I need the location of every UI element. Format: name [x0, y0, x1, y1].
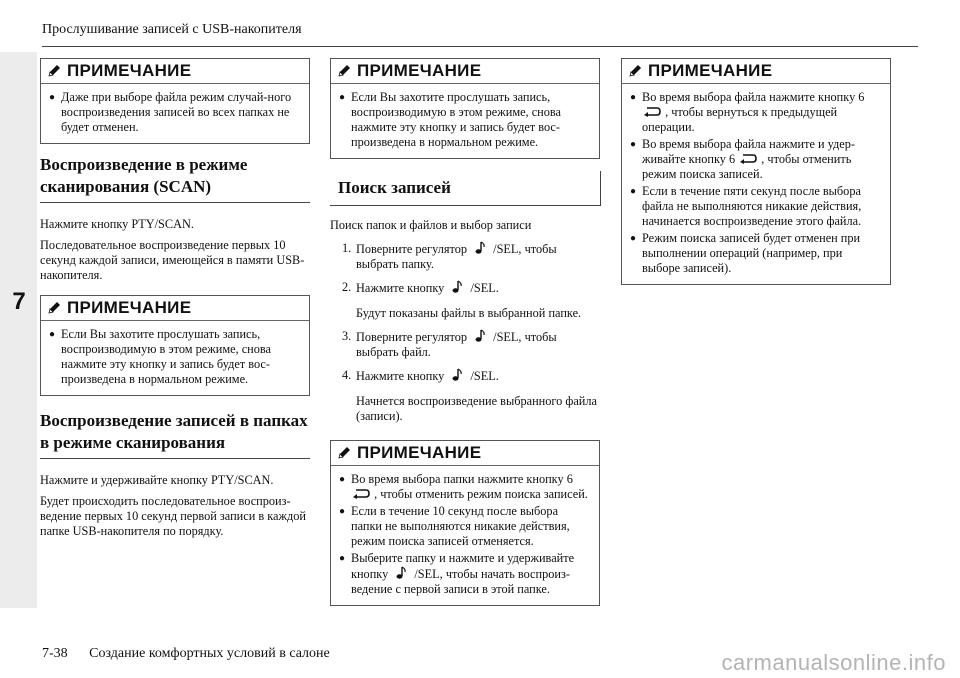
- note-header: [622, 59, 890, 84]
- section-title-box: [330, 171, 601, 206]
- header-rule: [42, 46, 918, 47]
- note-bullet: ● Режим поиска записей будет отменен при выполнении операций (например, при выборе записей).: [630, 231, 861, 275]
- column-1: [40, 58, 310, 545]
- music-note-icon: [470, 241, 490, 255]
- step-2-result: Будут показаны файлы в выбранной папке.: [356, 306, 582, 320]
- pencil-icon: [337, 64, 351, 78]
- note-box: [330, 58, 600, 159]
- note-bullet: ● Если Вы захотите прослушать запись, воспроизводимую в этом режиме, снова нажмите эту кнопку и запись будет вос-произведена в нормальном режиме.: [49, 327, 271, 386]
- step-3: 3. Поверните регулятор /SEL, чтобы выбрать файл.: [342, 329, 557, 359]
- section-title-folder-scan: Воспроизведение записей в папках в режиме сканирования: [40, 410, 310, 459]
- note-label: ПРИМЕЧАНИЕ: [357, 443, 482, 462]
- column-2: [330, 58, 600, 616]
- note-box: [621, 58, 891, 285]
- paragraph: Нажмите и удерживайте кнопку PTY/SCAN.: [40, 473, 274, 487]
- note-header: [331, 441, 599, 466]
- pencil-icon: [628, 64, 642, 78]
- step-2: 2. Нажмите кнопку /SEL.: [342, 280, 499, 295]
- note-header: [331, 59, 599, 84]
- pencil-icon: [337, 446, 351, 460]
- section-title-scan: Воспроизведение в режиме сканирования (SCAN): [40, 154, 310, 203]
- note-bullet: ● Во время выбора файла нажмите кнопку 6 , чтобы вернуться к предыдущей операции.: [630, 90, 865, 134]
- note-label: ПРИМЕЧАНИЕ: [67, 298, 192, 317]
- note-header: [41, 296, 309, 321]
- page-number: 7-38: [42, 646, 68, 661]
- note-bullet: ● Выберите папку и нажмите и удерживайте кнопку /SEL, чтобы начать воспроиз-ведение с первой записи в этой папке.: [339, 551, 575, 596]
- note-label: ПРИМЕЧАНИЕ: [67, 61, 192, 80]
- section-title-search: Поиск записей: [338, 178, 451, 197]
- note-bullet: ● Если Вы захотите прослушать запись, воспроизводимую в этом режиме, снова нажмите эту кнопку и запись будет вос-произведена в нормальном режиме.: [339, 90, 561, 149]
- music-note-icon: [447, 280, 467, 294]
- note-bullet: ● Во время выбора папки нажмите кнопку 6 , чтобы отменить режим поиска записей.: [339, 472, 588, 501]
- watermark: carmanualsonline.info: [721, 650, 946, 675]
- step-4: 4. Нажмите кнопку /SEL.: [342, 368, 499, 383]
- note-label: ПРИМЕЧАНИЕ: [357, 61, 482, 80]
- music-note-icon: [391, 566, 411, 580]
- return-arrow-icon: [738, 152, 758, 164]
- column-3: [621, 58, 891, 295]
- chapter-number: 7: [12, 288, 26, 315]
- return-arrow-icon: [351, 487, 371, 499]
- note-box: [330, 440, 600, 606]
- note-bullet: ● Даже при выборе файла режим случай-ного воспроизведения записей во всех папках не будет отменен.: [49, 90, 292, 134]
- paragraph: Последовательное воспроизведение первых 10 секунд каждой записи, имеющейся в памяти USB-накопителя.: [40, 238, 305, 282]
- step-4-result: Начнется воспроизведение выбранного файла (записи).: [356, 394, 597, 423]
- page-footer: [42, 646, 348, 662]
- pencil-icon: [47, 64, 61, 78]
- note-header: [41, 59, 309, 84]
- footer-chapter-title: Создание комфортных условий в салоне: [89, 646, 330, 661]
- chapter-sidebar: [0, 52, 37, 608]
- note-bullet: ● Во время выбора файла нажмите и удер-живайте кнопку 6 , чтобы отменить режим поиска записей.: [630, 137, 855, 181]
- note-box: [40, 295, 310, 396]
- step-1: 1. Поверните регулятор /SEL, чтобы выбрать папку.: [342, 241, 557, 271]
- note-bullet: ● Если в течение пяти секунд после выбора файла не выполняются никакие действия, начинается воспроизведение этого файла.: [630, 184, 862, 228]
- music-note-icon: [470, 329, 490, 343]
- note-box: [40, 58, 310, 144]
- page-header-title: Прослушивание записей с USB-накопителя: [42, 22, 302, 37]
- music-note-icon: [447, 368, 467, 382]
- return-arrow-icon: [642, 105, 662, 117]
- paragraph: Нажмите кнопку PTY/SCAN.: [40, 217, 194, 231]
- paragraph: Поиск папок и файлов и выбор записи: [330, 218, 532, 232]
- note-bullet: ● Если в течение 10 секунд после выбора папки не выполняются никакие действия, режим поиска записей отменяется.: [339, 504, 570, 548]
- note-label: ПРИМЕЧАНИЕ: [648, 61, 773, 80]
- pencil-icon: [47, 301, 61, 315]
- paragraph: Будет происходить последовательное воспроиз-ведение первых 10 секунд первой записи в каждой папке USB-накопителя по порядку.: [40, 494, 306, 538]
